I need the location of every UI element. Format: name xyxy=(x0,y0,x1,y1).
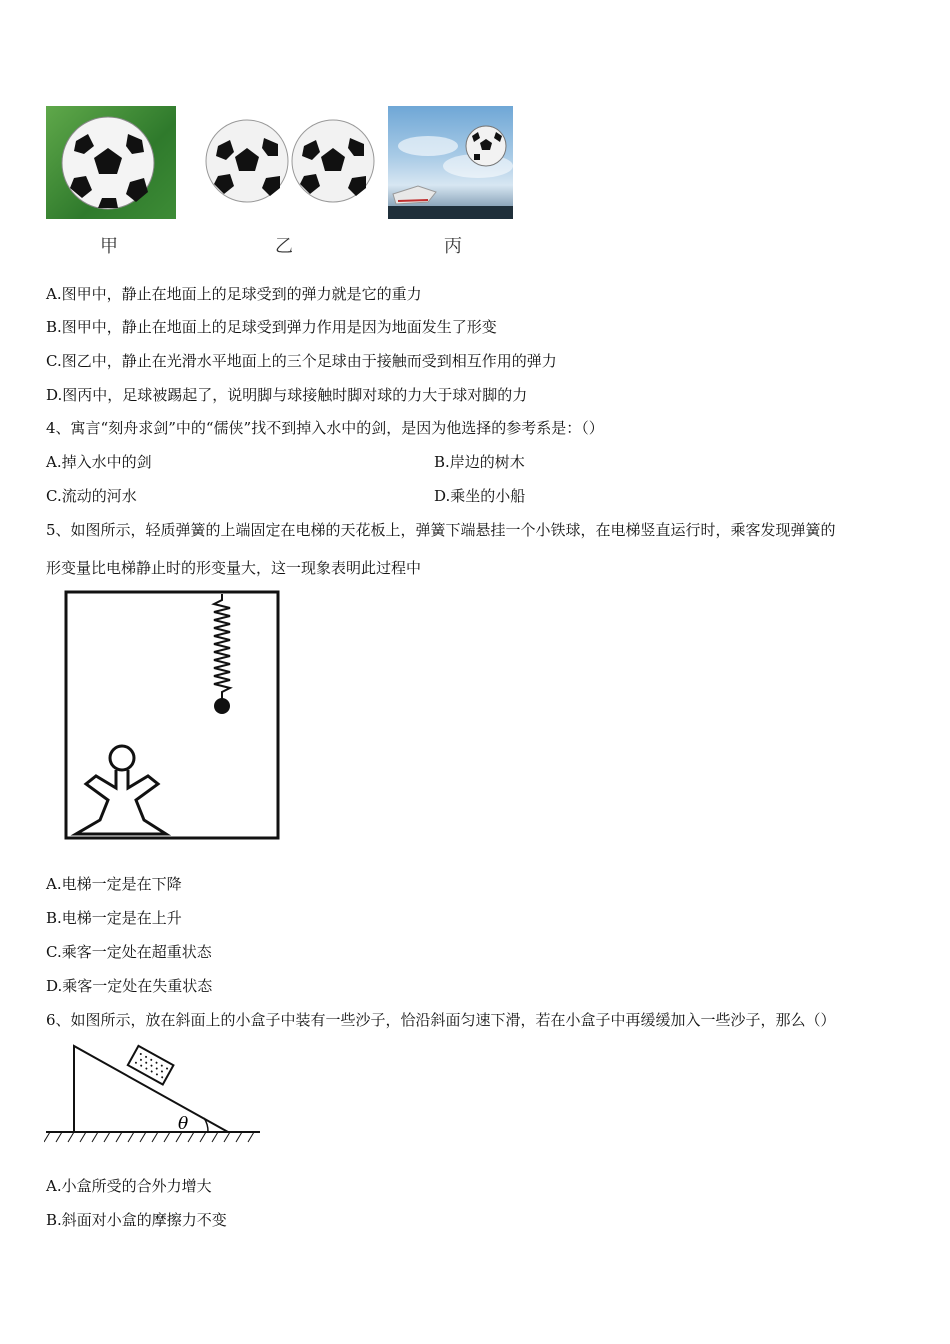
kick-scene-icon xyxy=(388,106,513,219)
soccer-ball-on-grass-image xyxy=(46,106,176,219)
q3-option-b: B.图甲中，静止在地面上的足球受到弹力作用是因为地面发生了形变 xyxy=(46,318,497,336)
q3-option-d: D.图丙中，足球被踢起了，说明脚与球接触时脚对球的力大于球对脚的力 xyxy=(46,386,528,404)
two-soccer-balls-image xyxy=(204,118,376,204)
soccer-ball-icon xyxy=(206,120,288,202)
q5-option-b: B.电梯一定是在上升 xyxy=(46,909,182,927)
q4-option-c: C.流动的河水 xyxy=(46,487,137,505)
q3-option-a: A.图甲中，静止在地面上的足球受到的弹力就是它的重力 xyxy=(46,285,422,303)
q5-stem-line1: 5、如图所示，轻质弹簧的上端固定在电梯的天花板上，弹簧下端悬挂一个小铁球，在电梯竖直运行时，乘客发现弹簧的 xyxy=(46,521,836,539)
elevator-spring-diagram xyxy=(56,588,282,844)
q6-stem: 6、如图所示，放在斜面上的小盒子中装有一些沙子，恰沿斜面匀速下滑，若在小盒子中再缓缓加入一些沙子，那么（） xyxy=(46,1011,836,1029)
q3-option-c: C.图乙中，静止在光滑水平地面上的三个足球由于接触而受到相互作用的弹力 xyxy=(46,352,557,370)
two-balls-icon xyxy=(204,118,376,204)
q6-option-b: B.斜面对小盒的摩擦力不变 xyxy=(46,1211,227,1229)
q4-option-b: B.岸边的树木 xyxy=(434,453,525,471)
soccer-ball-icon xyxy=(466,126,506,166)
iron-ball-icon xyxy=(214,698,230,714)
theta-label: θ xyxy=(178,1114,189,1134)
caption-bing: 丙 xyxy=(444,236,462,257)
kicked-soccer-ball-image xyxy=(388,106,513,219)
spring-icon xyxy=(214,594,230,700)
q4-option-a: A.掉入水中的剑 xyxy=(46,453,152,471)
caption-yi: 乙 xyxy=(275,236,293,257)
q6-option-a: A.小盒所受的合外力增大 xyxy=(46,1177,212,1195)
caption-jia: 甲 xyxy=(100,236,118,257)
q5-option-a: A.电梯一定是在下降 xyxy=(46,875,182,893)
soccer-ball-icon xyxy=(292,120,374,202)
passenger-icon xyxy=(76,746,166,834)
ground-hatching xyxy=(44,1132,254,1142)
q5-stem-line2: 形变量比电梯静止时的形变量大，这一现象表明此过程中 xyxy=(46,559,422,577)
q5-option-c: C.乘客一定处在超重状态 xyxy=(46,943,212,961)
soccer-ball-icon xyxy=(46,106,176,219)
q4-stem: 4、寓言“刻舟求剑”中的“儒侠”找不到掉入水中的剑，是因为他选择的参考系是：（） xyxy=(46,419,604,437)
q5-option-d: D.乘客一定处在失重状态 xyxy=(46,977,213,995)
q4-option-d: D.乘坐的小船 xyxy=(434,487,526,505)
sand-box-icon xyxy=(128,1046,174,1085)
incline-box-diagram xyxy=(44,1040,264,1150)
elevator-box xyxy=(66,592,278,838)
